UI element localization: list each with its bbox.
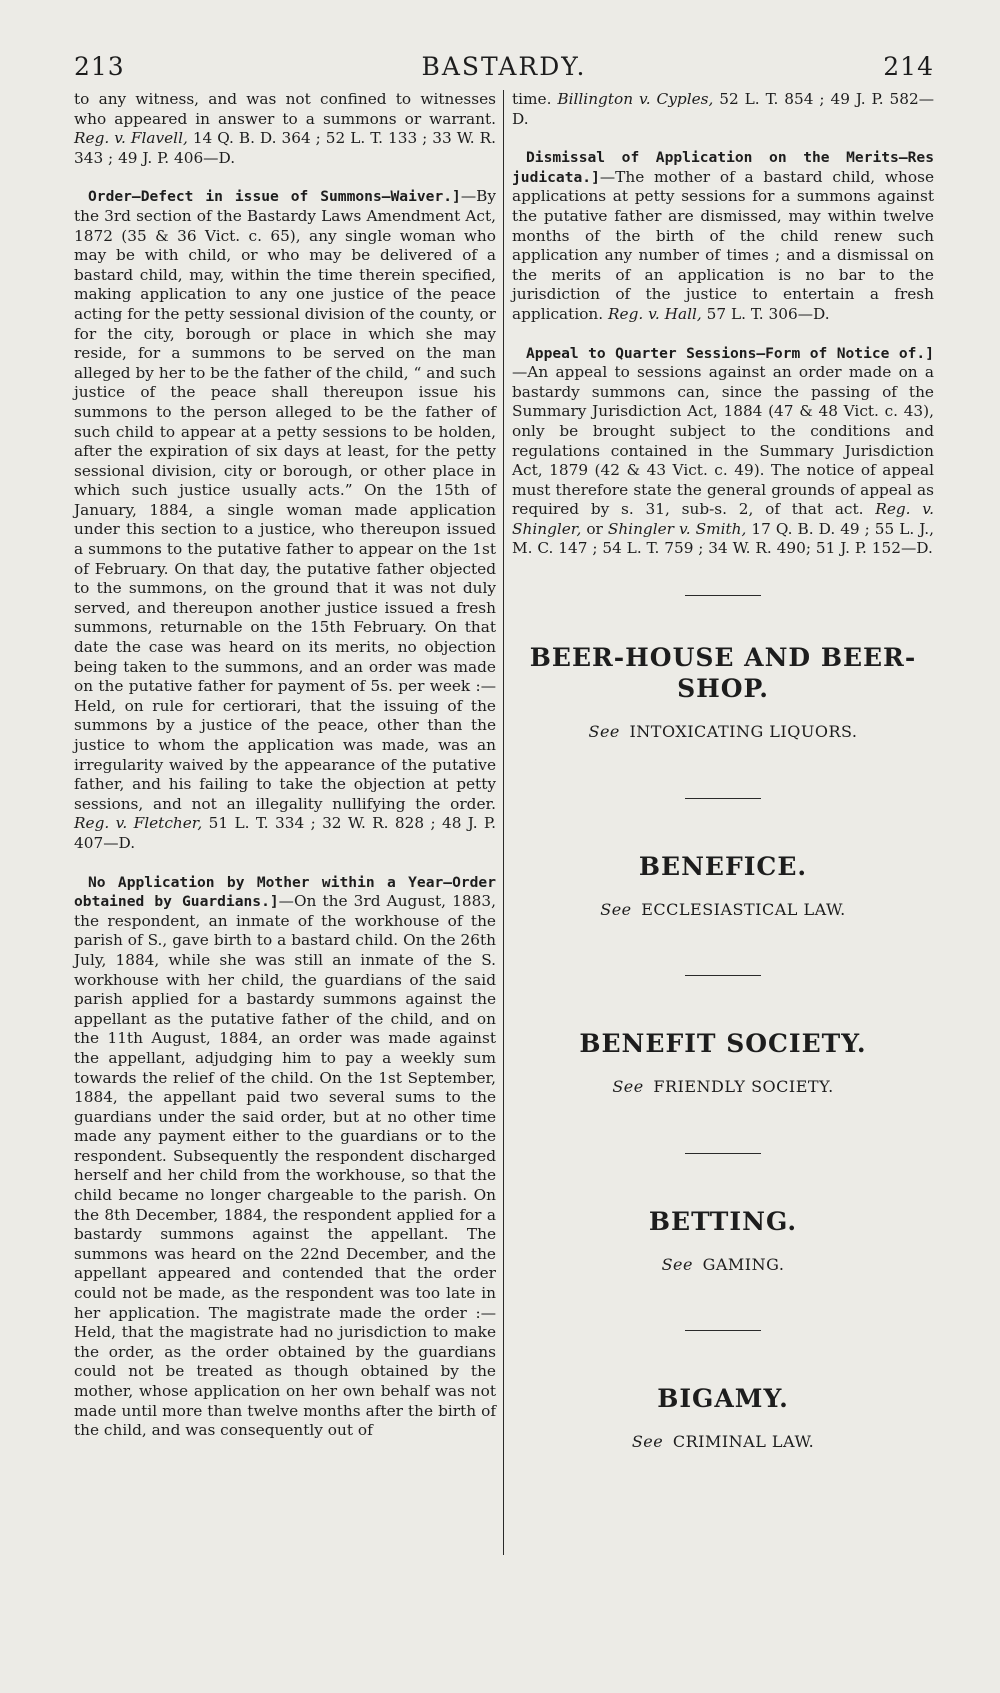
right-column [512, 90, 934, 1452]
case-citation-alt: Shingler v. Smith, [607, 519, 747, 538]
paragraph-no-application [74, 873, 496, 1441]
left-column [74, 90, 496, 1460]
paragraph-heading: Dismissal of Application on the Merits—Res judicata.] [512, 149, 934, 186]
paragraph-witness [74, 90, 496, 168]
see-target: CRIMINAL LAW. [672, 1432, 815, 1452]
report-citation: 14 Q. B. D. 364 ; 52 L. T. 133 ; 33 W. R. 343 ; 49 J. P. 406—D. [74, 129, 496, 167]
section-separator [685, 1330, 761, 1331]
running-header [74, 52, 934, 86]
see-target: GAMING. [702, 1254, 785, 1274]
paragraph-heading: Order—Defect in issue of Summons—Waiver.] [88, 188, 461, 206]
running-title: BASTARDY. [421, 52, 587, 81]
paragraph-heading: Appeal to Quarter Sessions—Form of Notice of.] [526, 344, 934, 362]
see-reference [512, 1432, 934, 1452]
column-divider [503, 90, 504, 1555]
section-benefit-society [512, 1028, 934, 1097]
see-target: ECCLESIASTICAL LAW. [641, 899, 846, 919]
paragraph-continuation [512, 90, 934, 129]
section-title: BIGAMY. [657, 1384, 789, 1414]
see-label: See [600, 899, 632, 919]
paragraph-text: —An appeal to sessions against an order made on a bastardy summons can, since the passing of the Summary Jurisdiction Act, 1884 (47 & 48 Vict. c. 43), only be brought subject to the conditions and regulations contained in the Summary Jurisdiction Act, 1879 (42 & 43 Vict. c. 49). The notice of appeal must therefore state the general grounds of appeal as required by s. 31, sub-s. 2, of that act. [512, 363, 934, 519]
section-separator [685, 1153, 761, 1154]
section-separator [685, 595, 761, 596]
report-citation: 52 L. T. 854 ; 49 J. P. 582—D. [512, 90, 935, 128]
section-beer-house [512, 642, 934, 742]
see-label: See [588, 722, 620, 742]
see-reference [512, 1255, 934, 1275]
section-title: BEER-HOUSE AND BEER-SHOP. [529, 643, 917, 704]
case-citation: Reg. v. Flavell, [74, 129, 188, 148]
section-betting [512, 1206, 934, 1275]
case-citation: Reg. v. Hall, [608, 304, 702, 323]
case-citation: Reg. v. Shingler, [512, 500, 934, 538]
section-benefice [512, 851, 934, 920]
paragraph-text: —On the 3rd August, 1883, the respondent, an inmate of the workhouse of the parish of S., gave birth to a bastard child. On the 26th July, 1884, while she was still an inmate of the S. workhouse with her child, the guardians of the said parish applied for a bastardy summons against the appellant as the putative father of the child, and on the 11th August, 1884, an order was made against the appellant, adjudging him to pay a weekly sum towards the relief of the child. On the 1st September, 1884, the appellant paid two several sums to the guardians under the said order, but at no other time made any payment either to the guardians or to the respondent. Subsequently the respondent discharged herself and her child from the workhouse, so that the child became no longer chargeable to the parish. On the 8th December, 1884, the respondent applied for a bastardy summons against the appellant. The summons was heard on the 22nd December, and the appellant appeared and contended that the order could not be made, as the respondent was too late in her application. The magistrate made the order :—Held, that the magistrate had no jurisdiction to make the order, as the order obtained by the guardians could not be treated as though obtained by the mother, whose application on her own behalf was not made until more than twelve months after the birth of the child, and was consequently out of [74, 892, 496, 1440]
paragraph-dismissal [512, 148, 934, 324]
paragraph-text: —The mother of a bastard child, whose applications at petty sessions for a summons against the putative father are dismissed, may within twelve months of the birth of the child renew such application any number of times ; and a dismissal on the merits of an application is no bar to the jurisdiction of the justice to entertain a fresh application. [512, 167, 934, 323]
see-label: See [661, 1254, 693, 1274]
see-label: See [631, 1432, 664, 1452]
see-reference [512, 900, 934, 920]
paragraph-order-defect [74, 187, 496, 853]
report-citation: 17 Q. B. D. 49 ; 55 L. J., M. C. 147 ; 54 L. T. 759 ; 34 W. R. 490; 51 J. P. 152—D. [512, 519, 934, 558]
paragraph-text: to any witness, and was not confined to witnesses who appeared in answer to a summons or warrant. [74, 90, 496, 128]
section-separator [685, 975, 761, 976]
report-citation: 57 L. T. 306—D. [706, 304, 830, 323]
see-reference [512, 722, 934, 742]
section-title: BETTING. [648, 1206, 798, 1236]
section-title: BENEFIT SOCIETY. [579, 1029, 867, 1059]
left-page-number: 213 [74, 52, 125, 81]
case-citation: Billington v. Cyples, [557, 90, 714, 108]
paragraph-text: time. [512, 90, 552, 108]
report-citation: 51 L. T. 334 ; 32 W. R. 828 ; 48 J. P. 407—D. [74, 814, 496, 852]
paragraph-heading: No Application by Mother within a Year—Order obtained by Guardians.] [74, 873, 496, 911]
paragraph-text: —By the 3rd section of the Bastardy Laws Amendment Act, 1872 (35 & 36 Vict. c. 65), any single woman who may be with child, or who may be delivered of a bastard child, may, within the time therein specified, making application to any one justice of the peace acting for the petty sessional division of the county, or for the city, borough or place in which she may reside, for a summons to be served on the man alleged by her to be the father of the child, “ and such justice of the peace shall thereupon issue his summons to the person alleged to be the father of such child to appear at a petty sessions to be holden, after the expiration of six days at least, for the petty sessional division, city or borough, or other place in which such justice usually acts.” On the 15th of January, 1884, a single woman made application under this section to a justice, who thereupon issued a summons to the putative father to appear on the 1st of February. On that day, the putative father objected to the summons, on the ground that it was not duly served, and thereupon another justice issued a fresh summons, returnable on the 15th February. On that date the case was heard on its merits, no objection being taken to the summons, and an order was made on the putative father for payment of 5s. per week :—Held, on rule for certiorari, that the issuing of the summons by a justice of the peace, other than the justice to whom the application was made, was an irregularity waived by the appearance of the putative father, and his failing to take the objection at petty sessions, and not an illegality nullifying the order. [74, 187, 496, 813]
see-reference [512, 1077, 934, 1097]
case-citation: Reg. v. Fletcher, [74, 814, 203, 833]
see-target: FRIENDLY SOCIETY. [653, 1077, 834, 1097]
section-title: BENEFICE. [638, 851, 808, 881]
see-target: INTOXICATING LIQUORS. [629, 722, 858, 742]
paragraph-appeal [512, 344, 934, 560]
section-separator [685, 798, 761, 799]
section-bigamy [512, 1383, 934, 1452]
citation-connector: or [586, 519, 603, 538]
right-page-number: 214 [883, 52, 934, 81]
see-label: See [612, 1077, 644, 1097]
